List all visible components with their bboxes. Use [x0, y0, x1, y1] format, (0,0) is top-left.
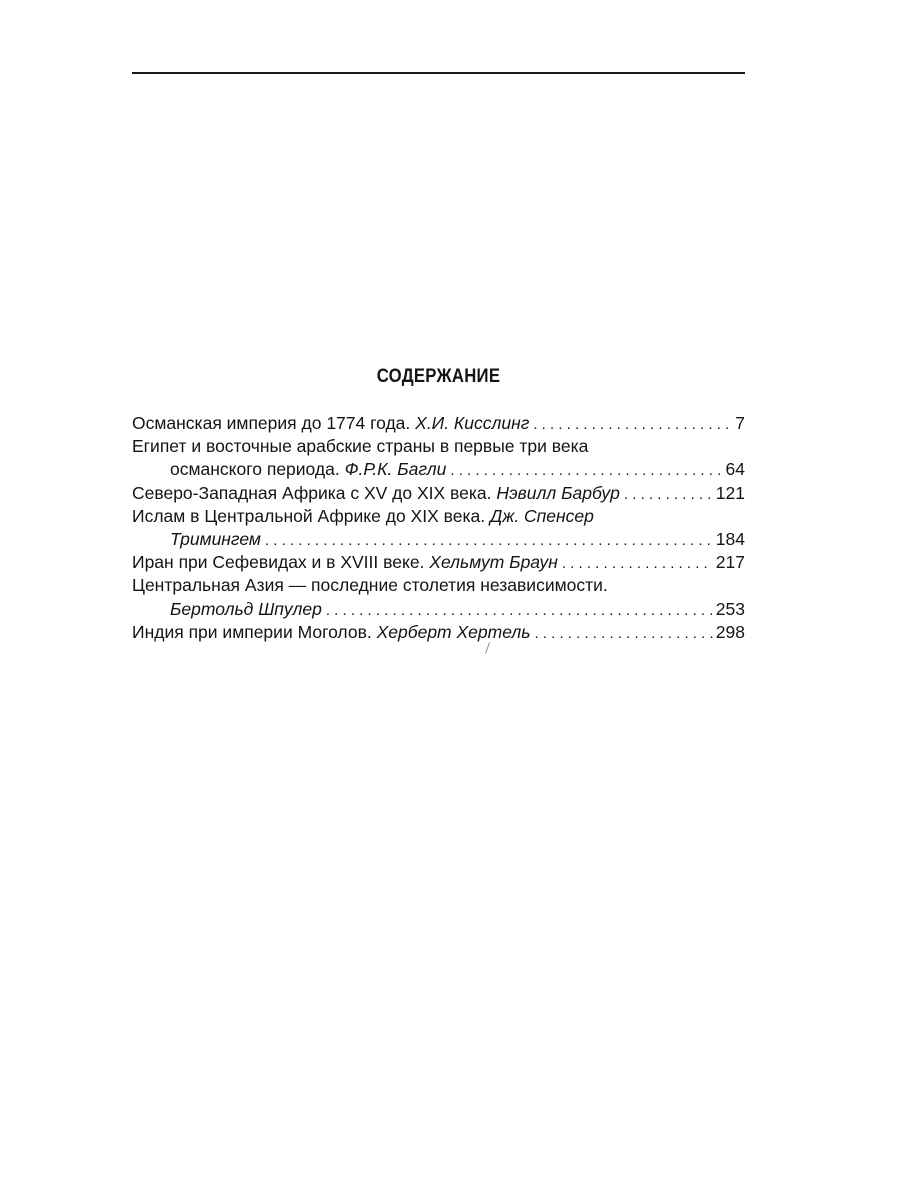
toc-entry-author: Ф.Р.К. Багли: [344, 459, 447, 480]
table-of-contents: [132, 412, 745, 644]
toc-entry-title: Египет и восточные арабские страны в первые три века: [132, 436, 589, 457]
toc-entry-title: Иран при Сефевидах и в XVIII веке.: [132, 552, 425, 573]
toc-entry-page: 184: [715, 528, 745, 549]
toc-entry-title: Северо-Западная Африка с XV до XIX века.: [132, 482, 492, 503]
toc-entry-author: Нэвилл Барбур: [496, 482, 620, 503]
toc-entry: [132, 412, 745, 435]
dot-leader: [450, 459, 722, 482]
toc-entry-author: Хельмут Браун: [429, 552, 558, 573]
toc-entry-title: османского периода.: [170, 459, 340, 480]
toc-entry-title: Ислам в Центральной Африке до XIX века.: [132, 505, 486, 526]
toc-entry-author: Дж. Спенсер: [489, 505, 594, 526]
pencil-mark: [485, 642, 490, 654]
toc-entry: [132, 621, 745, 644]
dot-leader: [624, 483, 713, 506]
toc-entry-author: Херберт Хертель: [376, 621, 531, 642]
toc-entry-page: 64: [725, 459, 745, 480]
toc-entry-page: 121: [715, 482, 745, 503]
toc-entry: [132, 482, 745, 505]
toc-entry: [132, 574, 745, 597]
toc-entry-page: 217: [715, 552, 745, 573]
toc-entry-continuation: [132, 458, 745, 481]
toc-entry-continuation: [132, 528, 745, 551]
toc-entry-author: Х.И. Кисслинг: [415, 413, 530, 433]
toc-entry-page: 253: [715, 598, 745, 619]
toc-entry: [132, 551, 745, 574]
toc-entry-title: Центральная Азия — последние столетия независимости.: [132, 575, 608, 596]
toc-entry-title: Индия при империи Моголов.: [132, 621, 372, 642]
toc-entry: [132, 505, 745, 528]
toc-entry-continuation: [132, 598, 745, 621]
toc-entry-page: 298: [715, 621, 745, 642]
dot-leader: [534, 622, 712, 645]
toc-entry-author: Тримингем: [170, 528, 261, 549]
dot-leader: [562, 552, 713, 575]
toc-entry-page: 7: [735, 413, 745, 433]
dot-leader: [265, 529, 713, 552]
top-rule: [132, 72, 745, 74]
toc-entry-title: Османская империя до 1774 года.: [132, 413, 411, 433]
toc-entry: [132, 435, 745, 458]
dot-leader: [326, 599, 713, 622]
toc-entry-author: Бертольд Шпулер: [170, 598, 322, 619]
page-title: СОДЕРЖАНИЕ: [376, 366, 501, 387]
dot-leader: [533, 413, 732, 436]
